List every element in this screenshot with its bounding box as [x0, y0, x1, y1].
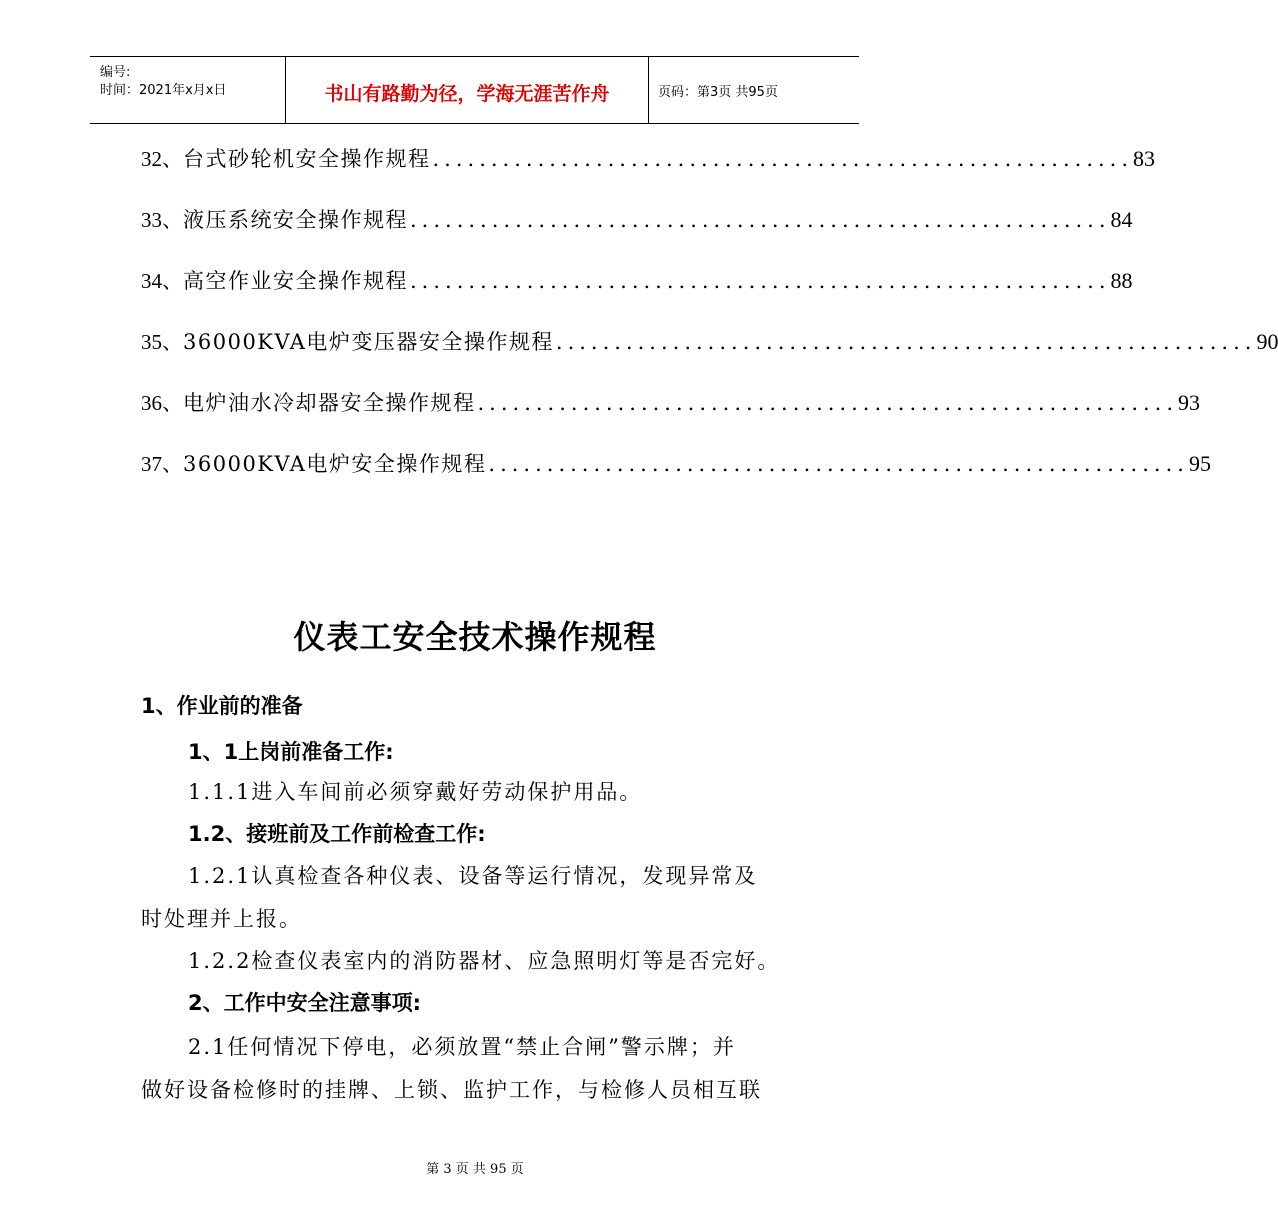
toc-page: 88 [1110, 268, 1133, 293]
toc-leader: ............................................................ [555, 330, 1257, 354]
header-right-cell [648, 57, 859, 123]
paragraph: 2.1任何情况下停电，必须放置“禁止合闸”警示牌；并 [188, 1035, 736, 1059]
toc-entry [141, 143, 1156, 173]
section-heading: 1、作业前的准备 [141, 694, 303, 718]
toc-title: 电炉油水冷却器安全操作规程 [183, 391, 476, 415]
toc-page: 84 [1110, 207, 1133, 232]
document-title: 仪表工安全技术操作规程 [293, 618, 657, 656]
toc-leader: ............................................................ [488, 452, 1189, 476]
toc-title: 36000KVA电炉安全操作规程 [183, 452, 487, 476]
header-left-cell [90, 57, 285, 123]
paragraph: 1.2.2检查仪表室内的消防器材、应急照明灯等是否完好。 [188, 949, 781, 973]
page-info: 页码：第3页 共95页 [658, 85, 778, 100]
toc-title: 台式砂轮机安全操作规程 [183, 147, 431, 171]
toc-leader: ............................................................ [477, 391, 1179, 415]
toc-title: 液压系统安全操作规程 [183, 208, 408, 232]
header-motto: 书山有路勤为径，学海无涯苦作舟 [324, 83, 610, 105]
page-header [90, 56, 859, 124]
toc-number: 37、 [141, 452, 183, 476]
toc-number: 33、 [141, 208, 183, 232]
toc-leader: ............................................................ [410, 208, 1111, 232]
toc-number: 35、 [141, 330, 183, 354]
page-footer: 第 3 页 共 95 页 [426, 1162, 524, 1177]
section-heading: 2、工作中安全注意事项: [188, 991, 422, 1015]
toc-title: 36000KVA电炉变压器安全操作规程 [183, 330, 554, 354]
paragraph-continuation: 做好设备检修时的挂牌、上锁、监护工作，与检修人员相互联 [141, 1078, 762, 1102]
toc-page: 83 [1133, 146, 1156, 171]
toc-page: 93 [1178, 390, 1201, 415]
toc-leader: ............................................................ [410, 269, 1111, 293]
header-motto-cell [285, 57, 649, 123]
paragraph: 1.2.1认真检查各种仪表、设备等运行情况，发现异常及 [188, 864, 758, 888]
toc-leader: ............................................................ [432, 147, 1134, 171]
toc-entry [141, 387, 1201, 417]
paragraph-continuation: 时处理并上报。 [141, 907, 302, 931]
toc-page: 90 [1256, 329, 1278, 354]
toc-entry [141, 265, 1133, 295]
toc-title: 高空作业安全操作规程 [183, 269, 408, 293]
paragraph: 1.1.1进入车间前必须穿戴好劳动保护用品。 [188, 780, 643, 804]
toc-entry [141, 448, 1211, 478]
code-label: 编号: [100, 65, 131, 80]
toc-number: 34、 [141, 269, 183, 293]
toc-entry [141, 326, 1278, 356]
subsection-heading: 1.2、接班前及工作前检查工作: [188, 822, 486, 846]
subsection-heading: 1、1上岗前准备工作: [188, 740, 394, 764]
time-label: 时间：2021年x月x日 [100, 83, 227, 98]
toc-number: 36、 [141, 391, 183, 415]
toc-page: 95 [1188, 451, 1211, 476]
toc-number: 32、 [141, 147, 183, 171]
toc-entry [141, 204, 1133, 234]
